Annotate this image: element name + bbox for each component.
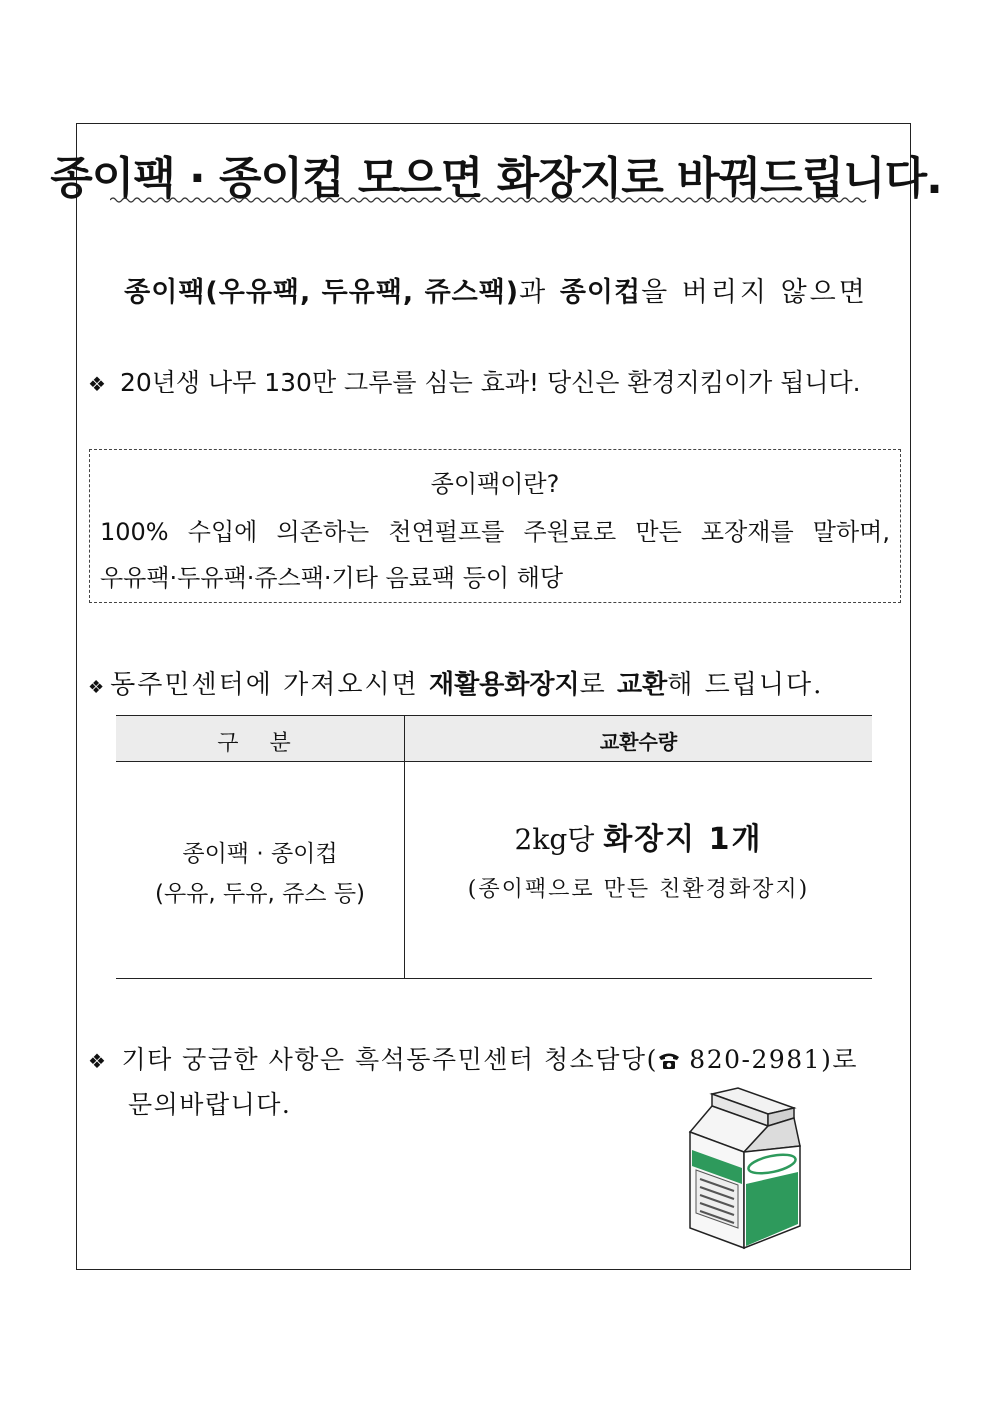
category-line-2: (우유, 두유, 쥬스 등) [154, 881, 366, 907]
intro-ending: 을 버리지 않으면 [641, 277, 868, 308]
definition-box [89, 449, 901, 603]
amount-value: 화장지 1개 [603, 822, 763, 857]
table-header-category: 구 분 [217, 731, 303, 756]
table-header-quantity: 교환수량 [599, 730, 678, 754]
definition-line-1: 100% 수입에 의존하는 천연펄프를 주원료로 만든 포장재를 말하며, [100, 518, 890, 546]
contact-text-2: )로 [821, 1045, 858, 1074]
intro-connector: 과 [519, 277, 560, 308]
effect-text: 20년생 나무 130만 그루를 심는 효과! 당신은 환경지킴이가 됩니다. [119, 368, 861, 397]
diamond-bullet-icon: ❖ [88, 677, 107, 698]
contact-text-3: 문의바랍니다. [128, 1090, 292, 1119]
intro-paper-cup: 종이컵 [559, 277, 642, 308]
diamond-bullet-icon: ❖ [88, 1049, 108, 1073]
exchange-text-2: 로 [579, 670, 618, 700]
phone-icon [658, 1051, 680, 1071]
contact-text-1: 기타 궁금한 사항은 흑석동주민센터 청소담당( [121, 1045, 658, 1074]
definition-title: 종이팩이란? [430, 470, 560, 498]
table-cell-quantity [405, 814, 872, 903]
exchange-line [88, 664, 823, 701]
amount-line [405, 814, 872, 858]
contact-phone: 820-2981 [689, 1045, 822, 1074]
title-wavy-underline [110, 195, 870, 205]
amount-prefix: 2kg당 [514, 823, 604, 856]
intro-paper-pack: 종이팩(우유팩, 두유팩, 쥬스팩) [124, 277, 520, 308]
exchange-keyword: 교환 [617, 670, 668, 700]
exchange-text-3: 해 드립니다. [667, 670, 824, 700]
effect-line [88, 363, 861, 399]
milk-carton-illustration [686, 1084, 802, 1250]
exchange-table [116, 715, 872, 979]
table-cell-category [116, 834, 404, 914]
definition-line-2: 우유팩·두유팩·쥬스팩·기타 음료팩 등이 해당 [100, 564, 564, 592]
category-line-1: 종이팩 · 종이컵 [182, 841, 338, 867]
exchange-recycled-tissue: 재활용화장지 [428, 670, 580, 700]
amount-note: (종이팩으로 만든 친환경화장지) [467, 877, 810, 902]
diamond-bullet-icon: ❖ [88, 372, 106, 396]
intro-sentence [0, 270, 992, 309]
page-title: 종이팩 · 종이컵 모으면 화장지로 바꿔드립니다. [50, 153, 942, 204]
exchange-text-1: 동주민센터에 가져오시면 [110, 670, 429, 700]
